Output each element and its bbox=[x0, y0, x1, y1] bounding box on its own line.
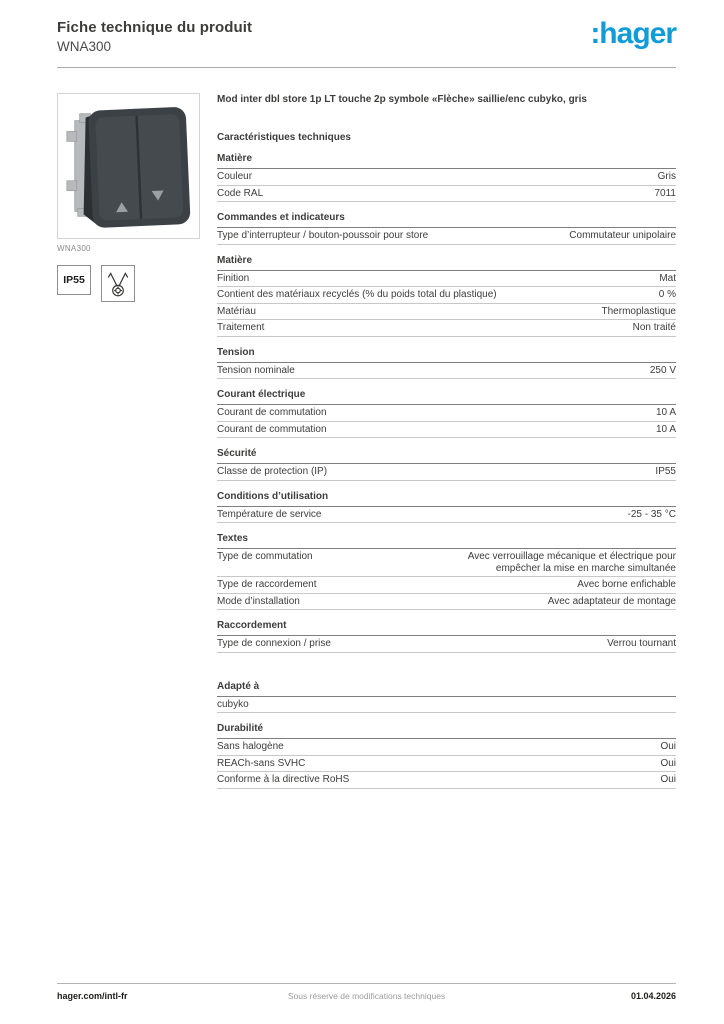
claw-fixing-icon bbox=[105, 269, 131, 299]
spec-section-title: Sécurité bbox=[217, 448, 676, 464]
spec-label: Type d’interrupteur / bouton-poussoir pour store bbox=[217, 230, 429, 241]
spec-row bbox=[217, 739, 676, 756]
spec-section bbox=[217, 389, 676, 438]
spec-label: Classe de protection (IP) bbox=[217, 466, 328, 477]
spec-label: Traitement bbox=[217, 322, 265, 333]
spec-section-title: Adapté à bbox=[217, 681, 676, 697]
spec-row bbox=[217, 697, 676, 714]
spec-row bbox=[217, 549, 676, 577]
spec-value: Oui bbox=[660, 757, 676, 769]
spec-value: Mat bbox=[659, 272, 676, 284]
spec-row bbox=[217, 363, 676, 380]
hager-logo: :hager bbox=[590, 17, 676, 50]
spec-row bbox=[217, 422, 676, 439]
switch-body bbox=[88, 107, 191, 228]
spec-value: Avec adaptateur de montage bbox=[547, 595, 676, 607]
spec-section-title: Tension bbox=[217, 347, 676, 363]
spec-value: Verrou tournant bbox=[607, 638, 676, 649]
spec-label: Température de service bbox=[217, 508, 322, 520]
spec-row bbox=[217, 304, 676, 321]
spec-label: Type de commutation bbox=[217, 551, 313, 562]
spec-sections bbox=[217, 153, 676, 789]
spec-value: Avec verrouillage mécanique et électrique pour empêcher la mise en marche simultanée bbox=[467, 551, 676, 574]
header bbox=[57, 19, 676, 54]
left-column bbox=[57, 93, 200, 789]
spec-row bbox=[217, 772, 676, 789]
spec-row bbox=[217, 636, 676, 653]
spec-row bbox=[217, 577, 676, 594]
spec-section-title: Raccordement bbox=[217, 620, 676, 636]
spec-row bbox=[217, 271, 676, 288]
spec-label: cubyko bbox=[217, 698, 249, 710]
spec-section-title: Conditions d’utilisation bbox=[217, 491, 676, 507]
spec-section bbox=[217, 491, 676, 524]
spec-value: 7011 bbox=[654, 187, 676, 199]
spec-value: 10 A bbox=[655, 423, 676, 435]
spec-value: Oui bbox=[660, 774, 676, 785]
product-code: WNA300 bbox=[57, 39, 112, 54]
spec-section-title: Matière bbox=[217, 255, 676, 271]
badge-row bbox=[57, 265, 200, 302]
spec-section-title: Durabilité bbox=[217, 723, 676, 739]
characteristics-heading: Caractéristiques techniques bbox=[217, 132, 351, 143]
spec-section bbox=[217, 255, 676, 337]
spec-section bbox=[217, 681, 676, 714]
spec-row bbox=[217, 405, 676, 422]
spec-row bbox=[217, 186, 676, 203]
spec-value: Commutateur unipolaire bbox=[569, 230, 676, 241]
spec-section bbox=[217, 448, 676, 481]
right-column bbox=[217, 93, 676, 789]
footer-website-link[interactable]: hager.com/intl-fr bbox=[57, 991, 128, 1001]
footer bbox=[57, 991, 676, 1001]
spec-section bbox=[217, 347, 676, 380]
spec-row bbox=[217, 169, 676, 186]
spec-row bbox=[217, 287, 676, 304]
spec-value: Oui bbox=[660, 741, 676, 752]
spec-value: Non traité bbox=[632, 322, 676, 333]
spec-label: Courant de commutation bbox=[217, 423, 327, 435]
spec-section-title: Courant électrique bbox=[217, 389, 676, 405]
spec-label: Tension nominale bbox=[217, 364, 295, 376]
rocker-switch-illustration bbox=[58, 94, 199, 238]
spec-label: Code RAL bbox=[217, 187, 264, 199]
spec-row bbox=[217, 594, 676, 611]
spec-section-title: Commandes et indicateurs bbox=[217, 212, 676, 228]
ip55-badge: IP55 bbox=[57, 265, 91, 295]
spec-section bbox=[217, 212, 676, 245]
spec-value: Gris bbox=[657, 171, 676, 182]
spec-label: Courant de commutation bbox=[217, 407, 327, 418]
spec-row bbox=[217, 464, 676, 481]
spec-section bbox=[217, 533, 676, 610]
spec-value: 0 % bbox=[658, 289, 676, 300]
spec-label: Type de connexion / prise bbox=[217, 638, 331, 649]
spec-value: Thermoplastique bbox=[601, 305, 676, 317]
spec-value: 250 V bbox=[649, 364, 676, 376]
product-description: Mod inter dbl store 1p LT touche 2p symbole «Flèche» saillie/enc cubyko, gris bbox=[217, 94, 587, 105]
spec-section-title: Matière bbox=[217, 153, 676, 169]
spec-section-title: Textes bbox=[217, 533, 676, 549]
page-title: Fiche technique du produit bbox=[57, 19, 253, 36]
spec-label: Type de raccordement bbox=[217, 579, 317, 590]
spec-section bbox=[217, 620, 676, 653]
spec-label: Mode d’installation bbox=[217, 595, 300, 607]
spec-label: Conforme à la directive RoHS bbox=[217, 774, 350, 785]
product-image bbox=[57, 93, 200, 239]
spec-label: Couleur bbox=[217, 171, 253, 182]
spec-value: 10 A bbox=[655, 407, 676, 418]
product-image-caption: WNA300 bbox=[57, 244, 91, 253]
claw-fixing-badge bbox=[101, 265, 135, 302]
spec-label: Sans halogène bbox=[217, 741, 284, 752]
spec-label: Matériau bbox=[217, 305, 256, 317]
spec-label: Contient des matériaux recyclés (% du poids total du plastique) bbox=[217, 289, 497, 300]
header-divider bbox=[57, 67, 676, 68]
footer-date: 01.04.2026 bbox=[630, 991, 676, 1001]
spec-label: Finition bbox=[217, 272, 250, 284]
spec-section bbox=[217, 723, 676, 789]
spec-label: REACh-sans SVHC bbox=[217, 757, 306, 769]
spec-row bbox=[217, 320, 676, 337]
spec-row bbox=[217, 228, 676, 245]
footer-divider bbox=[57, 983, 676, 984]
spec-value: Avec borne enfichable bbox=[577, 579, 676, 590]
footer-disclaimer: Sous réserve de modifications techniques bbox=[287, 991, 446, 1001]
spec-section bbox=[217, 153, 676, 202]
spec-row bbox=[217, 756, 676, 773]
spec-row bbox=[217, 507, 676, 524]
spec-value: -25 - 35 °C bbox=[627, 508, 676, 520]
spec-value: IP55 bbox=[655, 466, 676, 477]
main-content bbox=[57, 93, 676, 789]
